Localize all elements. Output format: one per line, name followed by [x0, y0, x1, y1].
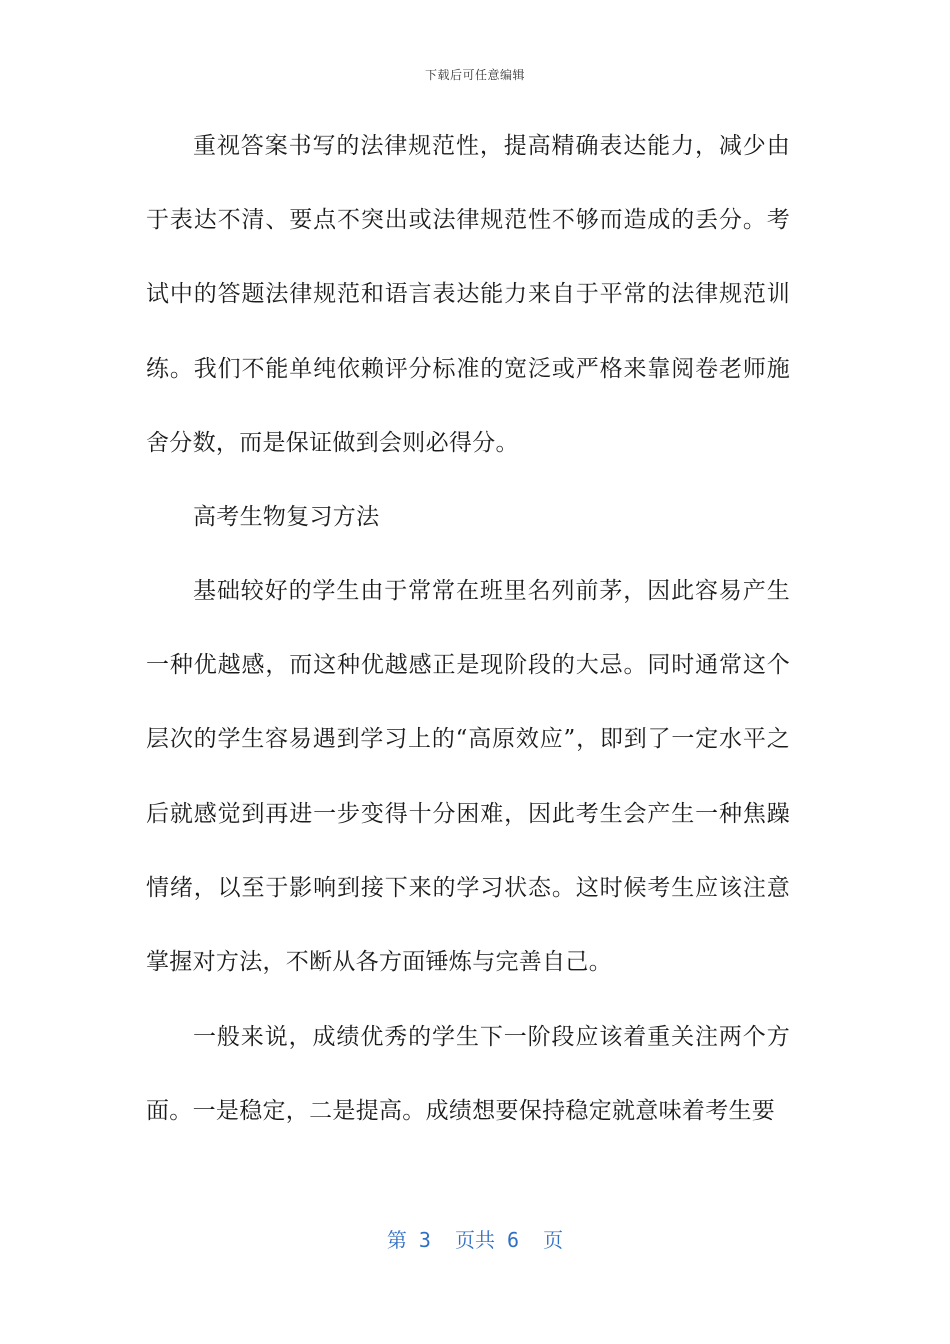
- paragraph-plateau-effect: 基础较好的学生由于常常在班里名列前茅，因此容易产生一种优越感，而这种优越感正是现阶段的大忌。同时通常这个层次的学生容易遇到学习上的“高原效应”，即到了一定水平之后就感觉到再进一步变得十分困难，因此考生会产生一种焦躁情绪，以至于影响到接下来的学习状态。这时候考生应该注意掌握对方法，不断从各方面锤炼与完善自己。: [146, 578, 790, 976]
- section-heading: 高考生物复习方法: [193, 504, 380, 530]
- page-header-note: 下载后可任意编辑: [424, 68, 525, 82]
- page-number: 第 3 页共 6 页: [386, 1228, 564, 1252]
- paragraph-stability-improvement: 一般来说，成绩优秀的学生下一阶段应该着重关注两个方面。一是稳定，二是提高。成绩想要保持稳定就意味着考生要: [146, 1024, 790, 1125]
- paragraph-answer-writing: 重视答案书写的法律规范性，提高精确表达能力，减少由于表达不清、要点不突出或法律规范性不够而造成的丢分。考试中的答题法律规范和语言表达能力来自于平常的法律规范训练。我们不能单纯依赖评分标准的宽泛或严格来靠阅卷老师施舍分数，而是保证做到会则必得分。: [146, 133, 790, 456]
